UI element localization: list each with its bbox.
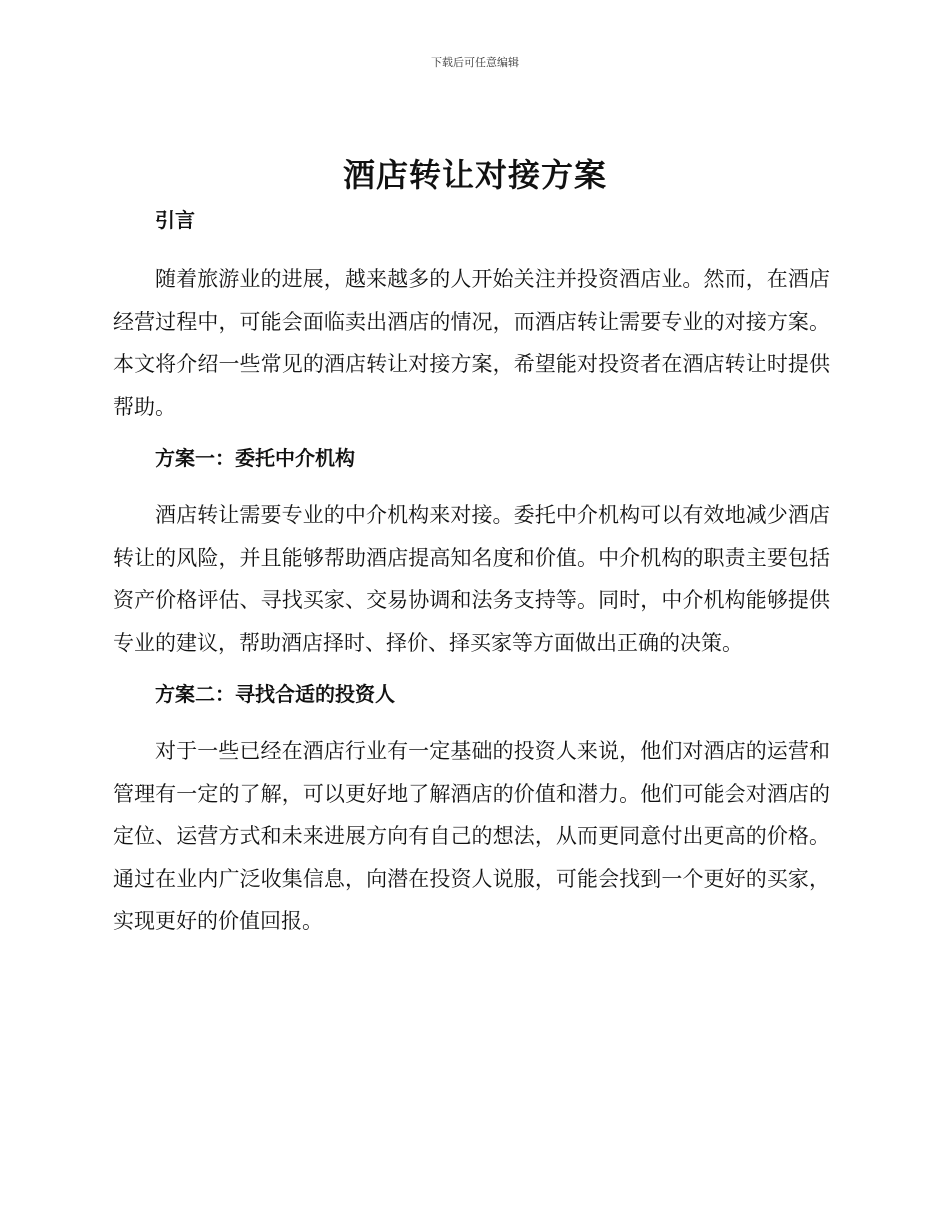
document-title: 酒店转让对接方案 bbox=[342, 156, 607, 194]
option-two-paragraph: 对于一些已经在酒店行业有一定基础的投资人来说，他们对酒店的运营和管理有一定的了解，可以更好地了解酒店的价值和潜力。他们可能会对酒店的定位、运营方式和未来进展方向有自己的想法，从而更同意付出更高的价格。通过在业内广泛收集信息，向潜在投资人说服，可能会找到一个更好的买家，实现更好的价值回报。 bbox=[113, 739, 830, 933]
section-heading-option-one: 方案一：委托中介机构 bbox=[155, 446, 355, 470]
page-header-note: 下载后可任意编辑 bbox=[431, 56, 519, 69]
introduction-paragraph: 随着旅游业的进展，越来越多的人开始关注并投资酒店业。然而，在酒店经营过程中，可能会面临卖出酒店的情况，而酒店转让需要专业的对接方案。本文将介绍一些常见的酒店转让对接方案，希望能对投资者在酒店转让时提供帮助。 bbox=[113, 267, 830, 419]
document-body bbox=[113, 204, 830, 943]
section-heading-option-two: 方案二：寻找合适的投资人 bbox=[155, 682, 395, 706]
section-heading-introduction: 引言 bbox=[155, 208, 195, 232]
option-one-paragraph: 酒店转让需要专业的中介机构来对接。委托中介机构可以有效地减少酒店转让的风险，并且能够帮助酒店提高知名度和价值。中介机构的职责主要包括资产价格评估、寻找买家、交易协调和法务支持等。同时，中介机构能够提供专业的建议，帮助酒店择时、择价、择买家等方面做出正确的决策。 bbox=[113, 503, 830, 655]
